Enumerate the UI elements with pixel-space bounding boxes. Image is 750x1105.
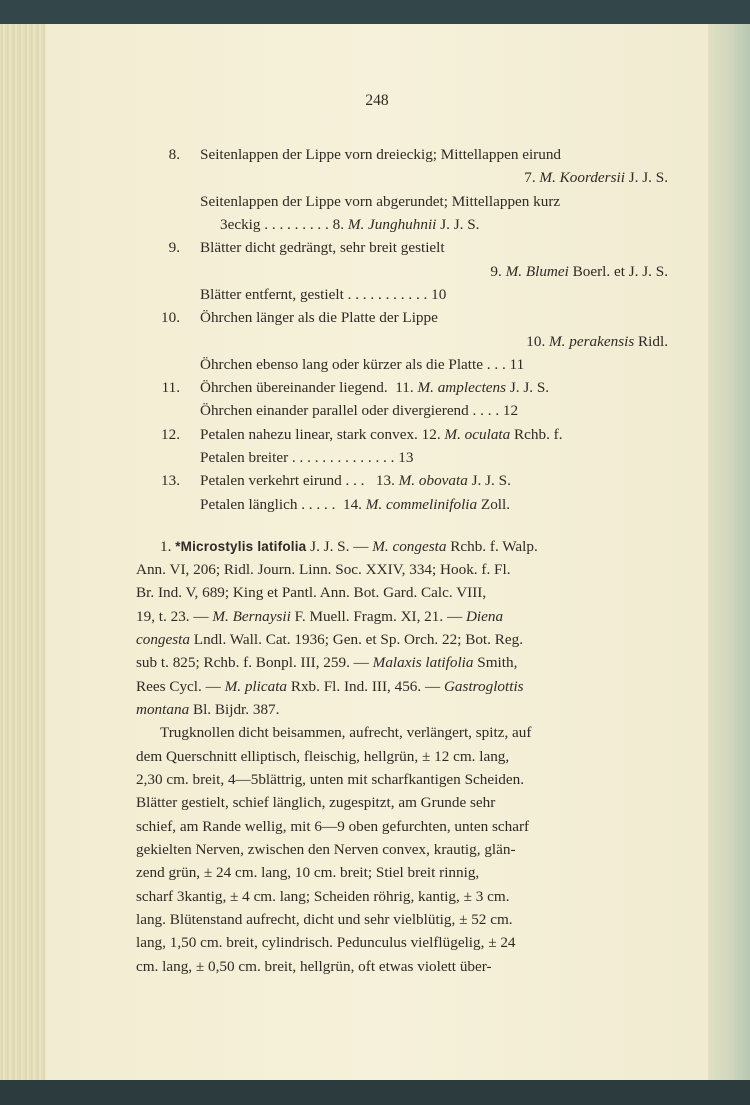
key-lead: Öhrchen einander parallel oder divergierend . . . . 12 [200, 402, 519, 419]
synonymy-line: montana Bl. Bijdr. 387. [136, 701, 280, 718]
key-result: 7. M. Koordersii J. J. S. [524, 169, 668, 186]
key-number: 11. [161, 379, 180, 396]
description-line: 2,30 cm. breit, 4—5blättrig, unten mit scharfkantigen Scheiden. [136, 771, 525, 788]
key-number: 10. [161, 309, 180, 326]
description-line: lang. Blütenstand aufrecht, dicht und sehr vielblütig, ± 52 cm. [136, 911, 513, 928]
key-lead: Petalen länglich . . . . . 14. M. commelinifolia Zoll. [200, 496, 511, 513]
key-result: 9. M. Blumei Boerl. et J. J. S. [490, 263, 668, 280]
key-result: 10. M. perakensis Ridl. [526, 333, 668, 350]
page-content [46, 24, 708, 1080]
key-lead: Öhrchen übereinander liegend. 11. M. amplectens J. J. S. [200, 379, 550, 396]
key-number: 9. [168, 239, 180, 256]
key-number: 8. [168, 146, 180, 163]
key-number: 12. [161, 426, 180, 443]
page-edges-left [0, 24, 48, 1084]
key-lead: Blätter entfernt, gestielt . . . . . . . . . . . 10 [200, 286, 447, 303]
synonymy-line: Rees Cycl. — M. plicata Rxb. Fl. Ind. III, 456. — Gastroglottis [136, 678, 524, 695]
page-number: 248 [365, 92, 389, 109]
description-line: schief, am Rande wellig, mit 6—9 oben gefurchten, unten scharf [136, 818, 530, 835]
key-lead: Petalen verkehrt eirund . . . 13. M. obovata J. J. S. [200, 472, 511, 489]
synonymy-line: congesta Lndl. Wall. Cat. 1936; Gen. et Sp. Orch. 22; Bot. Reg. [136, 631, 524, 648]
description-line: gekielten Nerven, zwischen den Nerven convex, krautig, glän- [136, 841, 516, 858]
synonymy-line: sub t. 825; Rchb. f. Bonpl. III, 259. — Malaxis latifolia Smith, [136, 654, 518, 671]
scanner-top-band [0, 0, 750, 24]
species-heading: 1. *Microstylis latifolia J. J. S. — M. congesta Rchb. f. Walp. [160, 538, 538, 555]
description-line: cm. lang, ± 0,50 cm. breit, hellgrün, oft etwas violett über- [136, 958, 492, 975]
scanner-bottom-band [0, 1080, 750, 1105]
book-page [46, 24, 708, 1080]
key-lead: Blätter dicht gedrängt, sehr breit gestielt [200, 239, 445, 256]
key-lead: Petalen breiter . . . . . . . . . . . . . . 13 [200, 449, 414, 466]
synonymy-line: Ann. VI, 206; Ridl. Journ. Linn. Soc. XXIV, 334; Hook. f. Fl. [136, 561, 511, 578]
key-lead: Seitenlappen der Lippe vorn abgerundet; Mittellappen kurz [200, 193, 561, 210]
key-lead-continued: 3eckig . . . . . . . . . 8. M. Junghuhnii J. J. S. [220, 216, 480, 233]
description-line: Blätter gestielt, schief länglich, zugespitzt, am Grunde sehr [136, 794, 496, 811]
description-line: Trugknollen dicht beisammen, aufrecht, verlängert, spitz, auf [160, 724, 532, 741]
synonymy-line: Br. Ind. V, 689; King et Pantl. Ann. Bot. Gard. Calc. VIII, [136, 584, 487, 601]
description-line: zend grün, ± 24 cm. lang, 10 cm. breit; Stiel breit rinnig, [136, 864, 480, 881]
key-number: 13. [161, 472, 180, 489]
key-lead: Öhrchen länger als die Platte der Lippe [200, 309, 438, 326]
page-edge-right [704, 24, 750, 1084]
description-line: dem Querschnitt elliptisch, fleischig, hellgrün, ± 12 cm. lang, [136, 748, 510, 765]
description-line: lang, 1,50 cm. breit, cylindrisch. Pedunculus vielflügelig, ± 24 [136, 934, 516, 951]
key-lead: Öhrchen ebenso lang oder kürzer als die Platte . . . 11 [200, 356, 525, 373]
key-lead: Seitenlappen der Lippe vorn dreieckig; Mittellappen eirund [200, 146, 562, 163]
key-lead: Petalen nahezu linear, stark convex. 12. M. oculata Rchb. f. [200, 426, 563, 443]
description-line: scharf 3kantig, ± 4 cm. lang; Scheiden röhrig, kantig, ± 3 cm. [136, 888, 510, 905]
synonymy-line: 19, t. 23. — M. Bernaysii F. Muell. Fragm. XI, 21. — Diena [136, 608, 504, 625]
